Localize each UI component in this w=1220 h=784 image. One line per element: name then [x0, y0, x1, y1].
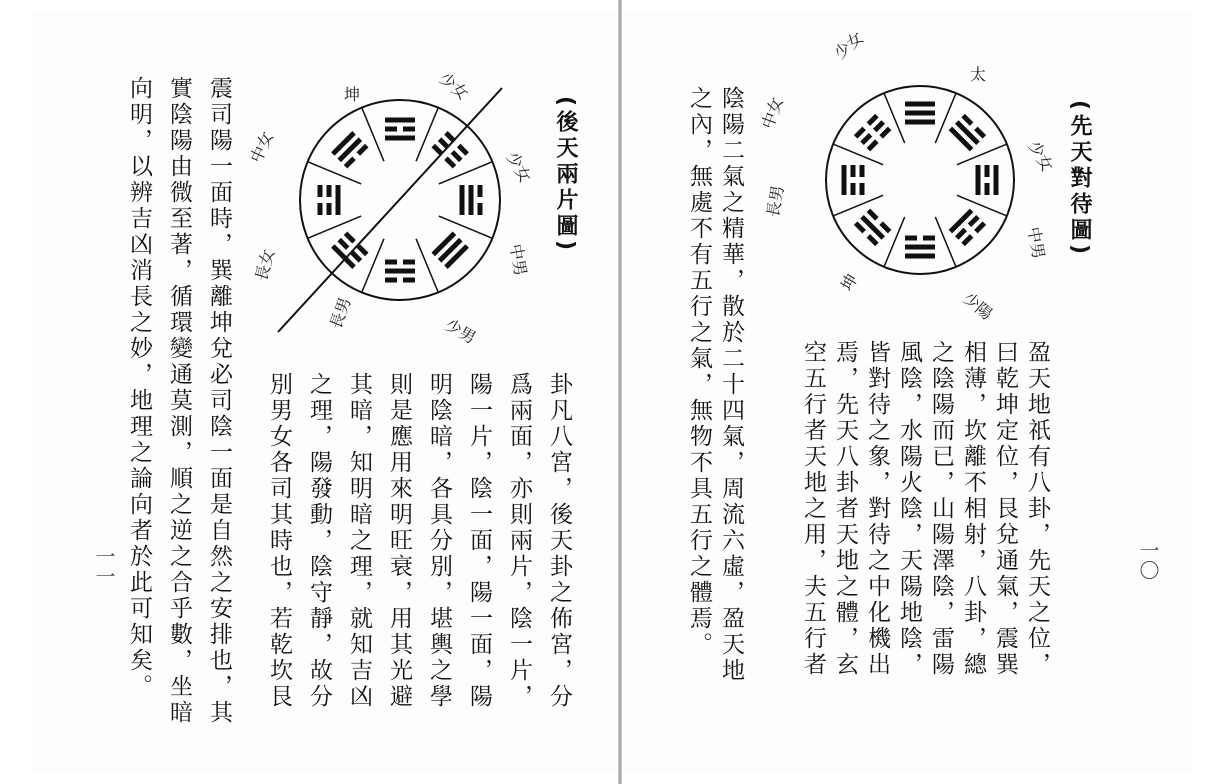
right-page-number: 一〇 [1136, 540, 1160, 580]
left-text-col-4: 明陰暗，各具分別，堪輿之學 [426, 372, 452, 710]
right-text-col-1: 盈天地祇有八卦，先天之位， [1024, 340, 1050, 678]
ht-trigram-1 [385, 118, 415, 141]
right-text-col-7: 焉，先天八卦者天地之體，玄 [832, 340, 858, 678]
left-text-col-8: 別男女各司其時也，若乾坎艮 [266, 372, 292, 710]
ht-label-right-lower: 中男 [506, 242, 531, 278]
ht-sector-divider [308, 216, 362, 238]
ht-trigram-7 [318, 185, 341, 215]
right-text-col-2: 曰乾坤定位，艮兌通氣，震巽 [992, 340, 1018, 678]
right-text-col-9: 陰陽二氣之精華，散於二十四氣，周流六虛，盈天地 [718, 86, 744, 684]
left-text-col-9: 震司陽一面時，巽離坤兌必司陰一面是自然之安排也，其 [206, 76, 232, 726]
left-text-col-11: 向明，以辨吉凶消長之妙，地理之論向者於此可知矣。 [126, 76, 152, 700]
ht-sector-divider [308, 162, 362, 184]
ht-label-bottom: 長男 [325, 294, 355, 332]
right-text-col-3: 相薄，坎離不相射，八卦，總 [960, 340, 986, 678]
xt-sector-divider [884, 217, 905, 267]
right-text-col-8: 空五行者天地之用，夫五行者 [800, 340, 826, 678]
xt-trigram-6 [854, 209, 891, 246]
xt-sector-divider [935, 93, 956, 143]
ht-label-bottom-right: 少男 [442, 315, 480, 348]
left-text-col-5: 則是應用來明旺衰，用其光避 [386, 372, 412, 710]
ht-trigram-8 [331, 131, 368, 168]
ht-trigram-2 [431, 131, 468, 168]
left-text-col-3: 陽一片，陰一面，陽一面，陽 [466, 372, 492, 710]
xt-trigram-5 [905, 236, 935, 259]
ht-trigram-3 [460, 185, 483, 215]
right-text-col-10: 之內，無處不有五行之氣，無物不具五行之體焉。 [686, 86, 712, 658]
xt-trigram-3 [976, 165, 999, 195]
xt-trigram-7 [842, 165, 865, 195]
ht-sector-divider [362, 239, 384, 293]
xt-sector-divider [957, 195, 1007, 216]
ht-trigram-4 [431, 231, 468, 268]
xt-label-bottom: 坤 [837, 270, 862, 294]
xt-sector-divider [833, 195, 883, 216]
left-text-col-1: 卦凡八宮，後天卦之佈宮，分 [546, 372, 572, 710]
xt-label-right-lower: 中男 [1024, 225, 1049, 261]
ht-sector-divider [439, 162, 493, 184]
xt-label-left-upper: 中女 [757, 94, 787, 132]
xt-sector-divider [833, 144, 883, 165]
xt-label-right-upper: 少女 [1024, 137, 1057, 175]
xt-sector-divider [957, 144, 1007, 165]
xt-label-top: 太 [970, 65, 987, 84]
left-text-col-7: 之理，陽發動，陰守靜，故分 [306, 372, 332, 710]
left-text-col-2: 爲兩面，亦則兩片，陰一片， [506, 372, 532, 710]
ht-label-top: 坤 [344, 85, 361, 104]
ht-sector-divider [362, 108, 384, 162]
ht-sector-divider [416, 108, 438, 162]
ht-trigram-5 [385, 260, 415, 283]
right-text-col-6: 皆對待之象，對待之中化機出 [864, 340, 890, 678]
ht-label-top-right: 少女 [435, 68, 473, 104]
xt-label-top-left: 少女 [830, 27, 868, 64]
left-text-col-10: 實陰陽由微至著，循環變通莫測，順之逆之合乎數，坐暗 [166, 76, 192, 726]
left-text-col-6: 其暗，知明暗之理，就知吉凶 [346, 372, 372, 710]
xt-trigram-4 [949, 209, 986, 246]
xt-trigram-1 [905, 102, 935, 125]
right-text-col-5: 風陰，水陽火陰，天陽地陰， [896, 340, 922, 678]
ht-label-right-upper: 少女 [502, 148, 535, 186]
xiantian-bagua-diagram [757, 27, 1057, 330]
xt-trigram-2 [949, 114, 986, 151]
houtian-bagua-diagram [246, 68, 540, 350]
ht-label-left-upper: 中女 [246, 128, 278, 166]
xt-sector-divider [935, 217, 956, 267]
xt-trigram-8 [854, 114, 891, 151]
xt-sector-divider [884, 93, 905, 143]
right-text-col-4: 之陰陽而已，山陽澤陰，雷陽 [928, 340, 954, 678]
ht-trigram-6 [331, 231, 368, 268]
ht-sector-divider [416, 239, 438, 293]
xt-label-left-lower: 長男 [763, 183, 788, 219]
book-spine [618, 0, 622, 784]
right-page-title: (先天對待圖) [1067, 100, 1092, 259]
ht-sector-divider [439, 216, 493, 238]
ht-label-left-lower: 長女 [251, 247, 279, 284]
xt-label-bottom-right: 少陽 [959, 288, 997, 324]
left-page-number: 一一 [92, 546, 116, 586]
left-page-title: (後天兩片圖) [553, 96, 578, 255]
